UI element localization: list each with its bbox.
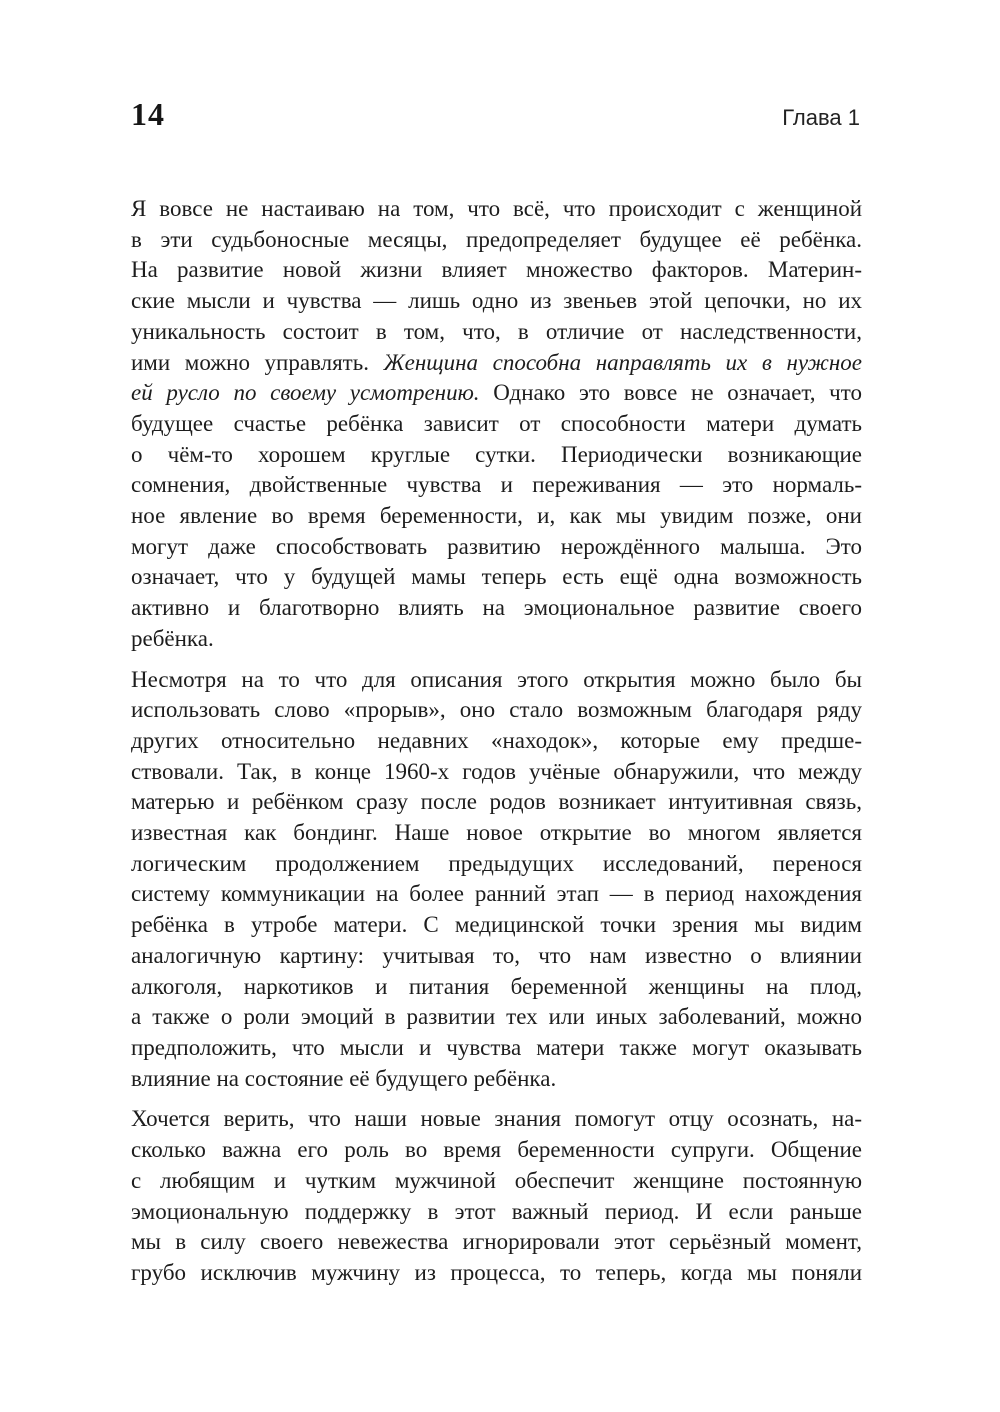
text-segment: ребёнка.	[131, 625, 214, 651]
text-segment: других относительно недавних «находок», которые ему предше-	[131, 727, 862, 753]
text-line	[131, 501, 862, 532]
text-line	[131, 255, 862, 286]
text-segment: эмоциональную поддержку в этот важный период. И если раньше	[131, 1198, 862, 1224]
text-line	[131, 879, 862, 910]
page-text	[131, 194, 862, 1289]
text-segment: Хочется верить, что наши новые знания помогут отцу осознать, на-	[131, 1106, 862, 1132]
text-line	[131, 348, 862, 379]
text-line	[131, 818, 862, 849]
text-line	[131, 941, 862, 972]
text-segment: сомнения, двойственные чувства и переживания — это нормаль-	[131, 472, 862, 498]
text-segment: логическим продолжением предыдущих исследований, перенося	[131, 850, 862, 876]
text-line	[131, 409, 862, 440]
text-line	[131, 286, 862, 317]
page-number: 14	[131, 96, 165, 132]
text-line	[131, 1135, 862, 1166]
text-segment-italic: Женщина способна направлять их в нужное	[383, 349, 862, 375]
text-line	[131, 910, 862, 941]
text-line	[131, 532, 862, 563]
paragraph	[131, 194, 862, 655]
text-segment: ное явление во время беременности, и, как мы увидим позже, они	[131, 503, 862, 529]
text-line	[131, 726, 862, 757]
text-segment: мы в силу своего невежества игнорировали этот серьёзный момент,	[131, 1229, 862, 1255]
text-segment: Я вовсе не настаиваю на том, что всё, что происходит с женщиной	[131, 196, 862, 221]
text-line	[131, 1258, 862, 1289]
text-segment: систему коммуникации на более ранний этап — в период нахождения	[131, 881, 862, 907]
text-segment: уникальность состоит в том, что, в отличие от наследственности,	[131, 318, 862, 344]
text-segment: Однако это вовсе не означает, что	[479, 380, 862, 406]
text-segment: активно и благотворно влиять на эмоциональное развитие своего	[131, 595, 862, 621]
running-head	[131, 96, 860, 134]
text-segment: известная как бондинг. Наше новое открытие во многом является	[131, 820, 862, 846]
text-segment: использовать слово «прорыв», оно стало возможным благодаря ряду	[131, 697, 862, 723]
text-line	[131, 1064, 862, 1095]
text-line	[131, 194, 862, 225]
text-line	[131, 1033, 862, 1064]
text-line	[131, 972, 862, 1003]
text-segment: в эти судьбоносные месяцы, предопределяет будущее её ребёнка.	[131, 226, 862, 252]
text-line	[131, 787, 862, 818]
chapter-label: Глава 1	[782, 105, 860, 130]
text-segment: с любящим и чутким мужчиной обеспечит женщине постоянную	[131, 1167, 862, 1193]
text-segment-italic: ей русло по своему усмотрению.	[131, 380, 480, 406]
text-segment: ские мысли и чувства — лишь одно из звеньев этой цепочки, но их	[131, 288, 862, 314]
text-line	[131, 225, 862, 256]
text-line	[131, 665, 862, 696]
text-line	[131, 849, 862, 880]
text-segment: аналогичную картину: учитывая то, что нам известно о влиянии	[131, 942, 862, 968]
text-line	[131, 1166, 862, 1197]
text-segment: матерью и ребёнком сразу после родов возникает интуитивная связь,	[131, 789, 862, 815]
text-line	[131, 695, 862, 726]
text-segment: грубо исключив мужчину из процесса, то теперь, когда мы поняли	[131, 1259, 862, 1285]
text-line	[131, 378, 862, 409]
text-segment: могут даже способствовать развитию нерождённого малыша. Это	[131, 533, 862, 559]
text-segment: влияние на состояние её будущего ребёнка.	[131, 1065, 557, 1091]
text-line	[131, 1002, 862, 1033]
text-segment: предположить, что мысли и чувства матери также могут оказывать	[131, 1034, 862, 1060]
text-segment: а также о роли эмоций в развитии тех или иных заболеваний, можно	[131, 1004, 862, 1030]
text-segment: сколько важна его роль во время беременности супруги. Общение	[131, 1137, 862, 1163]
text-line	[131, 757, 862, 788]
text-segment: о чём-то хорошем круглые сутки. Периодически возникающие	[131, 441, 862, 467]
paragraph	[131, 665, 862, 1095]
text-segment: означает, что у будущей мамы теперь есть ещё одна возможность	[131, 564, 862, 590]
text-segment: На развитие новой жизни влияет множество факторов. Материн-	[131, 257, 862, 283]
text-line	[131, 1104, 862, 1135]
text-segment: ствовали. Так, в конце 1960-х годов учёные обнаружили, что между	[131, 758, 862, 784]
text-segment: будущее счастье ребёнка зависит от способности матери думать	[131, 410, 862, 436]
text-line	[131, 470, 862, 501]
text-segment: алкоголя, наркотиков и питания беременной женщины на плод,	[131, 973, 862, 999]
text-line	[131, 1197, 862, 1228]
text-line	[131, 593, 862, 624]
text-line	[131, 317, 862, 348]
text-line	[131, 440, 862, 471]
text-segment: Несмотря на то что для описания этого открытия можно было бы	[131, 666, 862, 692]
text-segment: ребёнка в утробе матери. С медицинской точки зрения мы видим	[131, 912, 862, 938]
text-line	[131, 1227, 862, 1258]
paragraph	[131, 1104, 862, 1288]
text-line	[131, 562, 862, 593]
text-segment: ими можно управлять.	[131, 349, 384, 375]
text-line	[131, 624, 862, 655]
